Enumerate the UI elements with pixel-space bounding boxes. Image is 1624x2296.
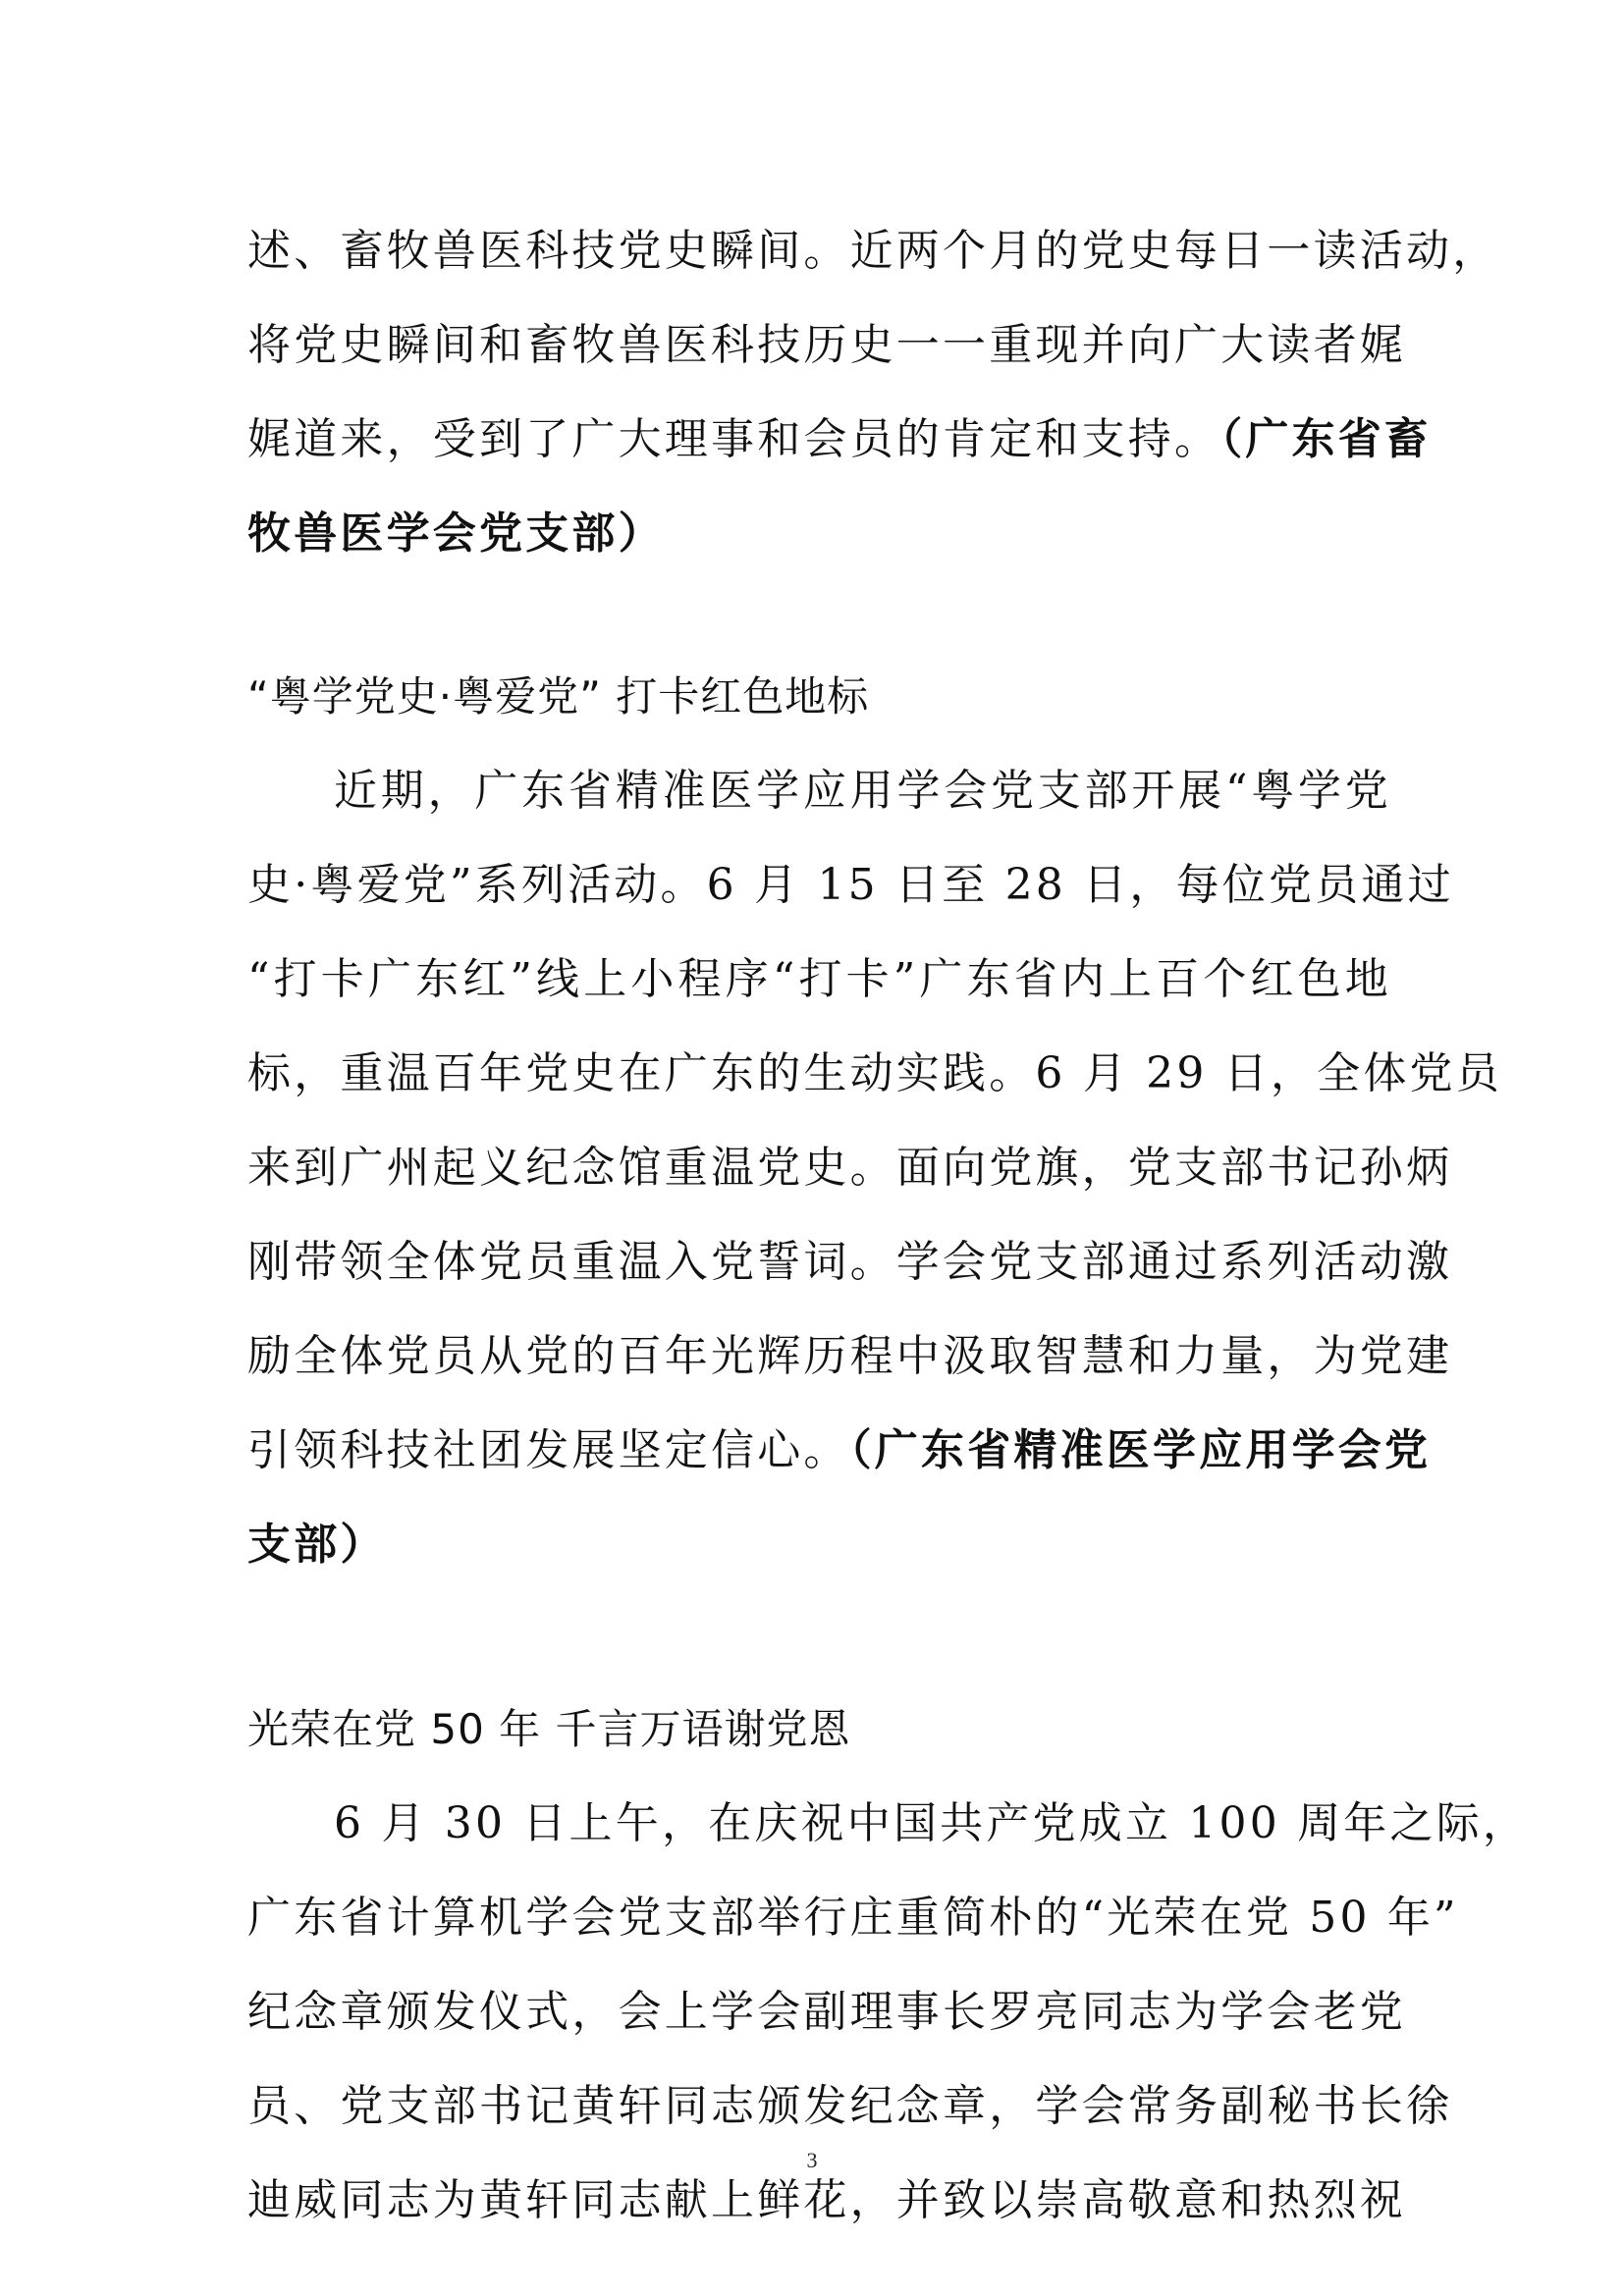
section-spacer	[247, 1592, 1391, 1682]
section-spacer	[247, 581, 1391, 650]
page-content	[247, 204, 1530, 2248]
source-attribution: 牧兽医学会党支部）	[247, 508, 665, 559]
paragraph-line: 近期，广东省精准医学应用学会党支部开展“粤学党	[334, 766, 1391, 816]
paragraph-line: 刚带领全体党员重温入党誓词。学会党支部通过系列活动激	[247, 1237, 1453, 1287]
source-attribution: 支部）	[247, 1520, 387, 1570]
paragraph-line: 史·粤爱党”系列活动。6 月 15 日至 28 日，每位党员通过	[247, 860, 1454, 910]
paragraph-line: 来到广州起义纪念馆重温党史。面向党旗，党支部书记孙炳	[247, 1143, 1453, 1193]
paragraph-text: 引领科技社团发展坚定信心。	[247, 1425, 850, 1475]
paragraph-text: 娓道来，受到了广大理事和会员的肯定和支持。	[247, 414, 1221, 464]
section-heading: 光荣在党 50 年 千言万语谢党恩	[247, 1705, 851, 1753]
paragraph-line: “打卡广东红”线上小程序“打卡”广东省内上百个红色地	[247, 954, 1391, 1004]
source-attribution: （广东省精准医学应用学会党	[849, 1425, 1432, 1475]
paragraph-line: 将党史瞬间和畜牧兽医科技历史一一重现并向广大读者娓	[247, 320, 1406, 370]
section-heading: “粤学党史·粤爱党” 打卡红色地标	[247, 672, 870, 721]
paragraph-line: 广东省计算机学会党支部举行庄重简朴的“光荣在党 50 年”	[247, 1893, 1459, 1943]
paragraph-line: 6 月 30 日上午，在庆祝中国共产党成立 100 周年之际，	[334, 1798, 1530, 1848]
paragraph-line	[247, 393, 1432, 487]
paragraph-line: 纪念章颁发仪式，会上学会副理事长罗亮同志为学会老党	[247, 1987, 1406, 2037]
paragraph-line: 员、党支部书记黄轩同志颁发纪念章，学会常务副秘书长徐	[247, 2081, 1453, 2131]
source-attribution: （广东省畜	[1220, 414, 1432, 464]
paragraph-line: 标，重温百年党史在广东的生动实践。6 月 29 日，全体党员	[247, 1048, 1502, 1098]
paragraph-line: 迪威同志为黄轩同志献上鲜花，并致以崇高敬意和热烈祝	[247, 2175, 1406, 2225]
paragraph-line: 励全体党员从党的百年光辉历程中汲取智慧和力量，为党建	[247, 1331, 1453, 1381]
paragraph-line	[247, 1404, 1432, 1498]
paragraph-line: 述、畜牧兽医科技党史瞬间。近两个月的党史每日一读活动，	[247, 226, 1499, 276]
page-number: 3	[806, 2148, 818, 2172]
